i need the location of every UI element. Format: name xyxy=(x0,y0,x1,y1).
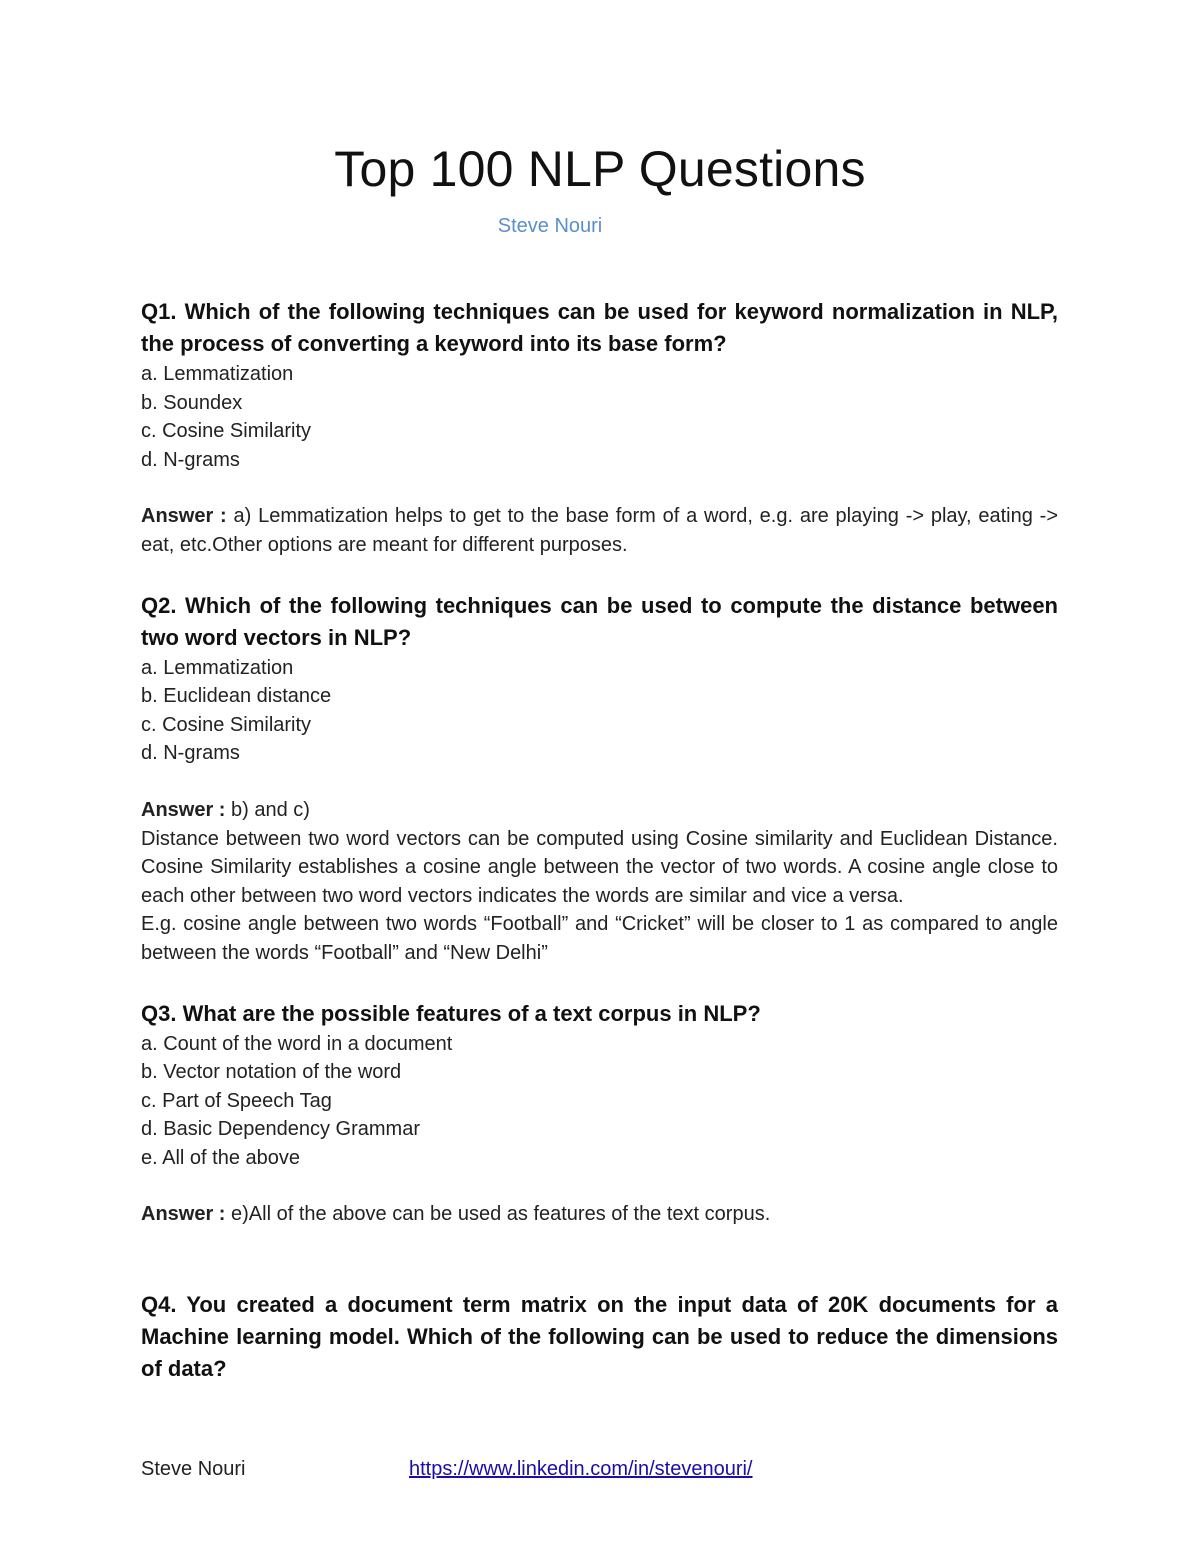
question-text: Q2. Which of the following techniques can be used to compute the distance between two word vectors in NLP? xyxy=(141,592,1058,650)
answer-paragraph: Distance between two word vectors can be computed using Cosine similarity and Euclidean Distance. Cosine Similarity establishes a cosine angle between the vector of two words. A cosine angle close to each other between two word vectors indicates the words are similar and vice a versa. xyxy=(141,827,1058,907)
option-item: a. Lemmatization xyxy=(141,656,294,679)
answer-text xyxy=(141,796,1058,825)
answer-body: e)All of the above can be used as features of the text corpus. xyxy=(225,1203,771,1226)
answer-label: Answer : xyxy=(141,1203,226,1226)
option-item: c. Part of Speech Tag xyxy=(141,1089,332,1112)
question-text: Q1. Which of the following techniques can be used for keyword normalization in NLP, the process of converting a keyword into its base form? xyxy=(141,299,1058,356)
options-list xyxy=(141,1030,1058,1173)
option-item: a. Lemmatization xyxy=(141,363,294,385)
answer-text xyxy=(141,502,1058,559)
option-item: c. Cosine Similarity xyxy=(141,713,312,736)
footer-author: Steve Nouri xyxy=(141,1458,246,1480)
answer-body: b) and c) xyxy=(225,798,310,821)
option-item: c. Cosine Similarity xyxy=(141,420,312,443)
author-name: Steve Nouri xyxy=(497,215,603,237)
option-item: a. Count of the word in a document xyxy=(141,1032,453,1055)
option-item: d. N-grams xyxy=(141,742,240,765)
content xyxy=(141,296,1058,1385)
option-item: b. Vector notation of the word xyxy=(141,1061,402,1084)
answer-body: a) Lemmatization helps to get to the base form of a word, e.g. are playing -> play, eating -> eat, etc.Other options are meant for different purposes. xyxy=(141,505,1058,556)
question-block-1 xyxy=(141,296,1058,560)
options-list xyxy=(141,654,1058,768)
question-text: Q4. You created a document term matrix on the input data of 20K documents for a Machine learning model. Which of the following can be used to reduce the dimensions of data? xyxy=(141,1292,1058,1382)
question-text: Q3. What are the possible features of a text corpus in NLP? xyxy=(141,1000,761,1026)
answer-paragraph: E.g. cosine angle between two words “Football” and “Cricket” will be closer to 1 as compared to angle between the words “Football” and “New Delhi” xyxy=(141,913,1058,964)
option-item: d. Basic Dependency Grammar xyxy=(141,1118,421,1141)
question-block-4 xyxy=(141,1289,1058,1385)
option-item: d. N-grams xyxy=(141,448,240,471)
linkedin-link[interactable]: https://www.linkedin.com/in/stevenouri/ xyxy=(409,1458,753,1480)
question-block-2 xyxy=(141,590,1058,968)
options-list xyxy=(141,360,1058,474)
answer-text xyxy=(141,1200,1058,1229)
answer-label: Answer : xyxy=(141,798,226,821)
question-block-3 xyxy=(141,998,1058,1230)
option-item: b. Euclidean distance xyxy=(141,685,332,708)
page-title: Top 100 NLP Questions xyxy=(334,141,866,197)
option-item: e. All of the above xyxy=(141,1146,301,1169)
option-item: b. Soundex xyxy=(141,391,243,414)
answer-label: Answer : xyxy=(141,505,227,528)
